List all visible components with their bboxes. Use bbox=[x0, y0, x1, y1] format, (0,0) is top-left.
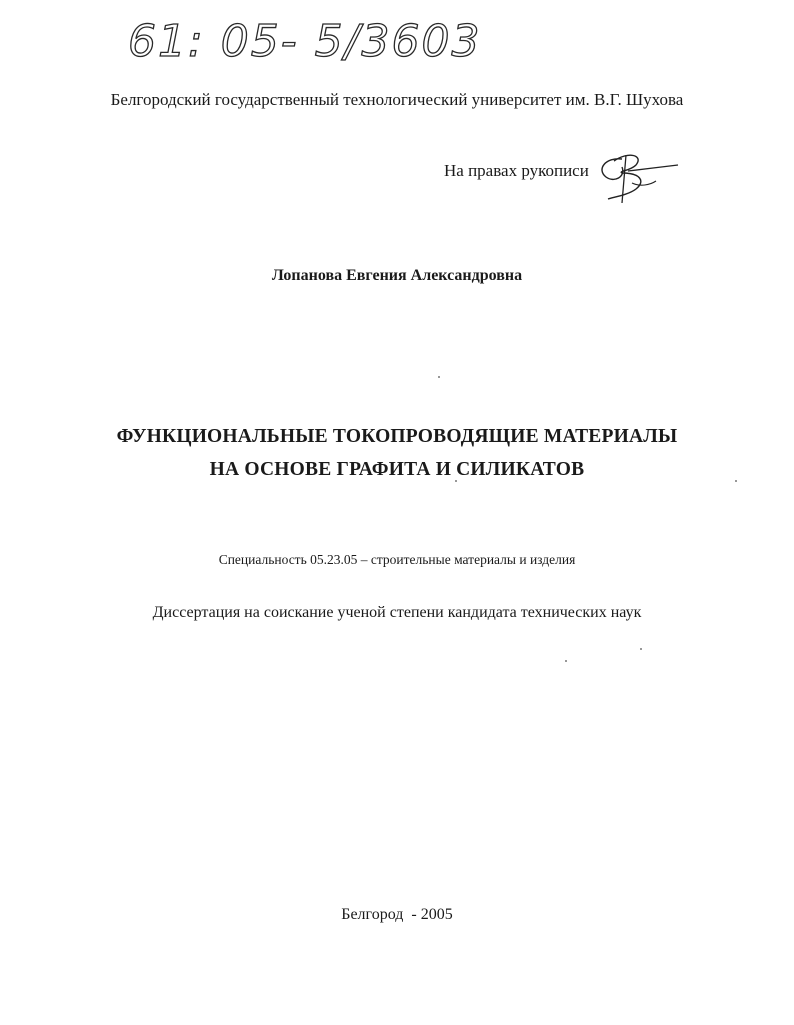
place-and-year: Белгород - 2005 bbox=[341, 906, 453, 923]
title-line-2: НА ОСНОВЕ ГРАФИТА И СИЛИКАТОВ bbox=[209, 459, 585, 480]
manuscript-note: На правах рукописи bbox=[444, 161, 589, 180]
author-name: Лопанова Евгения Александровна bbox=[271, 267, 523, 284]
archive-code-text: 61: 05- 5/3603 bbox=[128, 16, 482, 67]
scan-speck bbox=[438, 376, 440, 378]
manuscript-note-row bbox=[440, 155, 700, 205]
dissertation-title bbox=[0, 420, 794, 486]
handwritten-archive-code bbox=[128, 10, 482, 70]
specialty-line: Специальность 05.23.05 – строительные материалы и изделия bbox=[218, 552, 576, 567]
scan-speck bbox=[565, 660, 567, 662]
scan-speck bbox=[735, 480, 737, 482]
university-name: Белгородский государственный технологический университет им. В.Г. Шухова bbox=[110, 90, 684, 109]
title-line-1: ФУНКЦИОНАЛЬНЫЕ ТОКОПРОВОДЯЩИЕ МАТЕРИАЛЫ bbox=[116, 426, 678, 447]
signature-icon bbox=[592, 147, 682, 207]
degree-line: Диссертация на соискание ученой степени кандидата технических наук bbox=[152, 604, 642, 621]
scan-speck bbox=[640, 648, 642, 650]
scan-speck bbox=[455, 480, 457, 482]
